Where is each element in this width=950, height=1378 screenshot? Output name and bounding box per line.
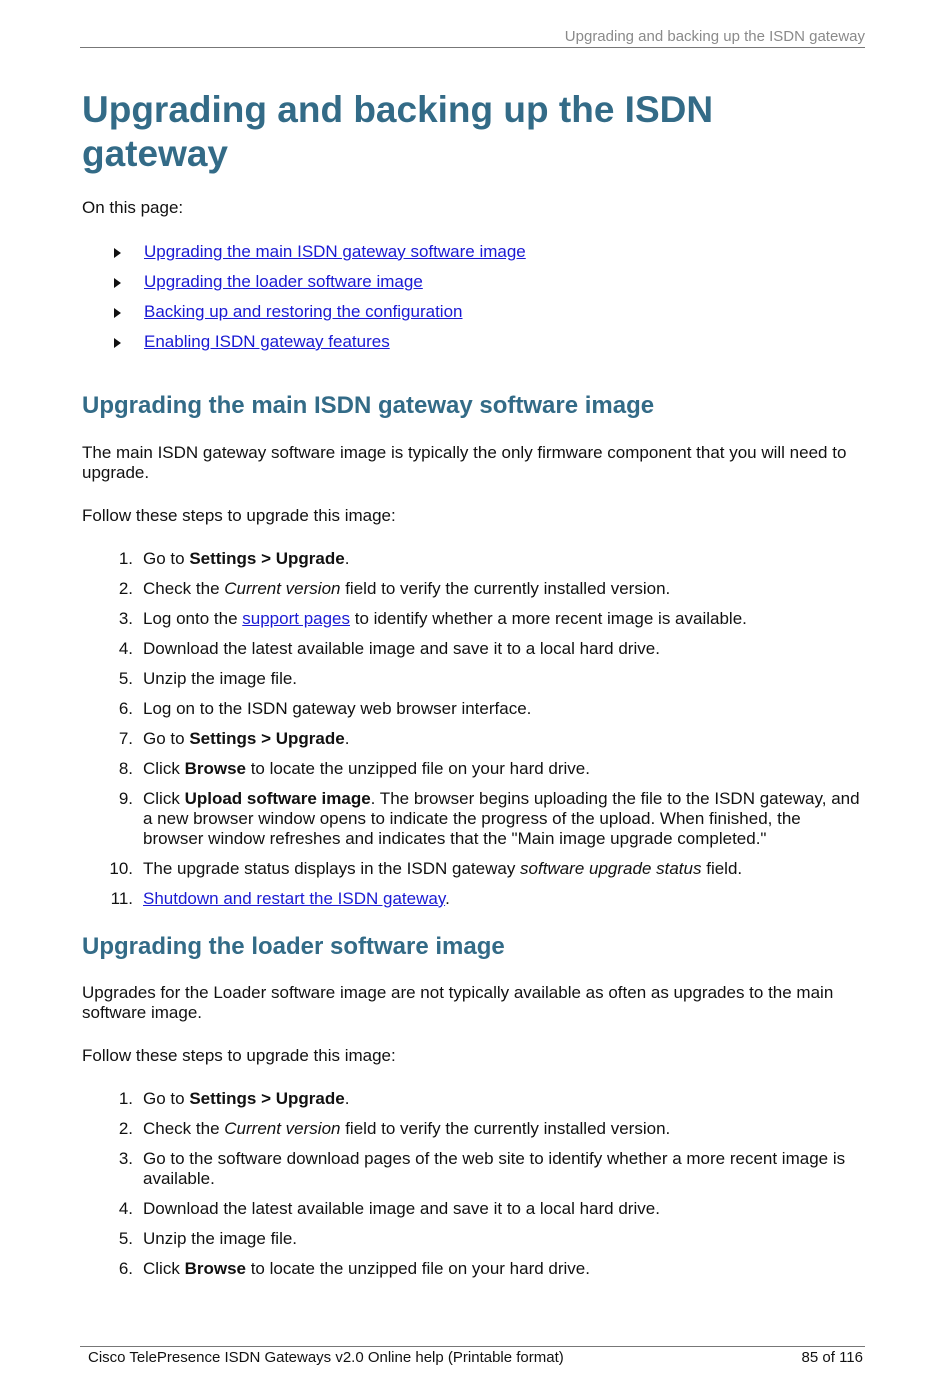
triangle-bullet-icon [114,248,121,258]
list-item [82,242,864,272]
section-intro: The main ISDN gateway software image is typically the only firmware component that you will need to upgrade. [82,442,847,482]
step-item: 5. Unzip the image file. [118,668,298,688]
triangle-bullet-icon [114,338,121,348]
section-heading-main-image: Upgrading the main ISDN gateway software image [82,391,655,419]
step-item: 5. Unzip the image file. [118,1229,298,1249]
step-item: 4. Download the latest available image and save it to a local hard drive. [118,638,660,658]
section-heading-loader-image: Upgrading the loader software image [82,932,505,960]
section-follow-text: Follow these steps to upgrade this image: [82,1046,396,1066]
shutdown-restart-link[interactable]: Shutdown and restart the ISDN gateway [143,888,446,908]
step-item: 2. Check the Current version field to verify the currently installed version. [118,578,671,598]
step-item: 8. Click Browse to locate the unzipped file on your hard drive. [118,758,590,778]
step-item: 4. Download the latest available image and save it to a local hard drive. [118,1199,660,1219]
step-item: 6. Log on to the ISDN gateway web browser interface. [118,698,532,718]
page-title: Upgrading and backing up the ISDN gateway [82,89,714,175]
list-item [82,272,864,302]
step-item: 11. Shutdown and restart the ISDN gateway. [110,888,450,908]
page-footer [80,1346,865,1366]
section-follow-text: Follow these steps to upgrade this image: [82,505,396,525]
on-this-page-label: On this page: [82,197,184,217]
toc-link-loader-image[interactable]: Upgrading the loader software image [144,271,423,291]
list-item [82,332,864,362]
on-this-page-list [82,242,864,362]
step-item: 3. Go to the software download pages of the web site to identify whether a more recent image is available. [118,1149,846,1189]
triangle-bullet-icon [114,278,121,288]
triangle-bullet-icon [114,308,121,318]
section-intro: Upgrades for the Loader software image are not typically available as often as upgrades to the main software image. [82,983,834,1023]
list-item [82,302,864,332]
document-body [82,88,864,1289]
footer-doc-title: Cisco TelePresence ISDN Gateways v2.0 Online help (Printable format) [88,1349,564,1366]
footer-page-number: 85 of 116 [801,1349,863,1366]
step-item: 9. Click Upload software image. The browser begins uploading the file to the ISDN gateway, and a new browser window opens to indicate the progress of the upload. When finished, the browser window refreshes and indicates that the "Main image upgrade completed." [118,788,860,848]
step-item: 1. Go to Settings > Upgrade. [118,548,350,568]
step-item: 6. Click Browse to locate the unzipped file on your hard drive. [118,1259,590,1279]
step-item: 10. The upgrade status displays in the ISDN gateway software upgrade status field. [109,858,743,878]
step-item: 2. Check the Current version field to verify the currently installed version. [118,1119,671,1139]
step-item: 7. Go to Settings > Upgrade. [118,728,350,748]
support-pages-link[interactable]: support pages [242,608,351,628]
loader-image-steps [82,1089,864,1279]
main-image-steps [82,549,864,909]
toc-link-backup-restore[interactable]: Backing up and restoring the configuration [144,301,463,321]
running-header: Upgrading and backing up the ISDN gateway [80,28,865,48]
toc-link-enable-features[interactable]: Enabling ISDN gateway features [144,331,390,351]
toc-link-main-image[interactable]: Upgrading the main ISDN gateway software image [144,241,526,261]
step-item: 1. Go to Settings > Upgrade. [118,1089,350,1109]
step-item: 3. Log onto the support pages to identify whether a more recent image is available. [118,608,747,628]
